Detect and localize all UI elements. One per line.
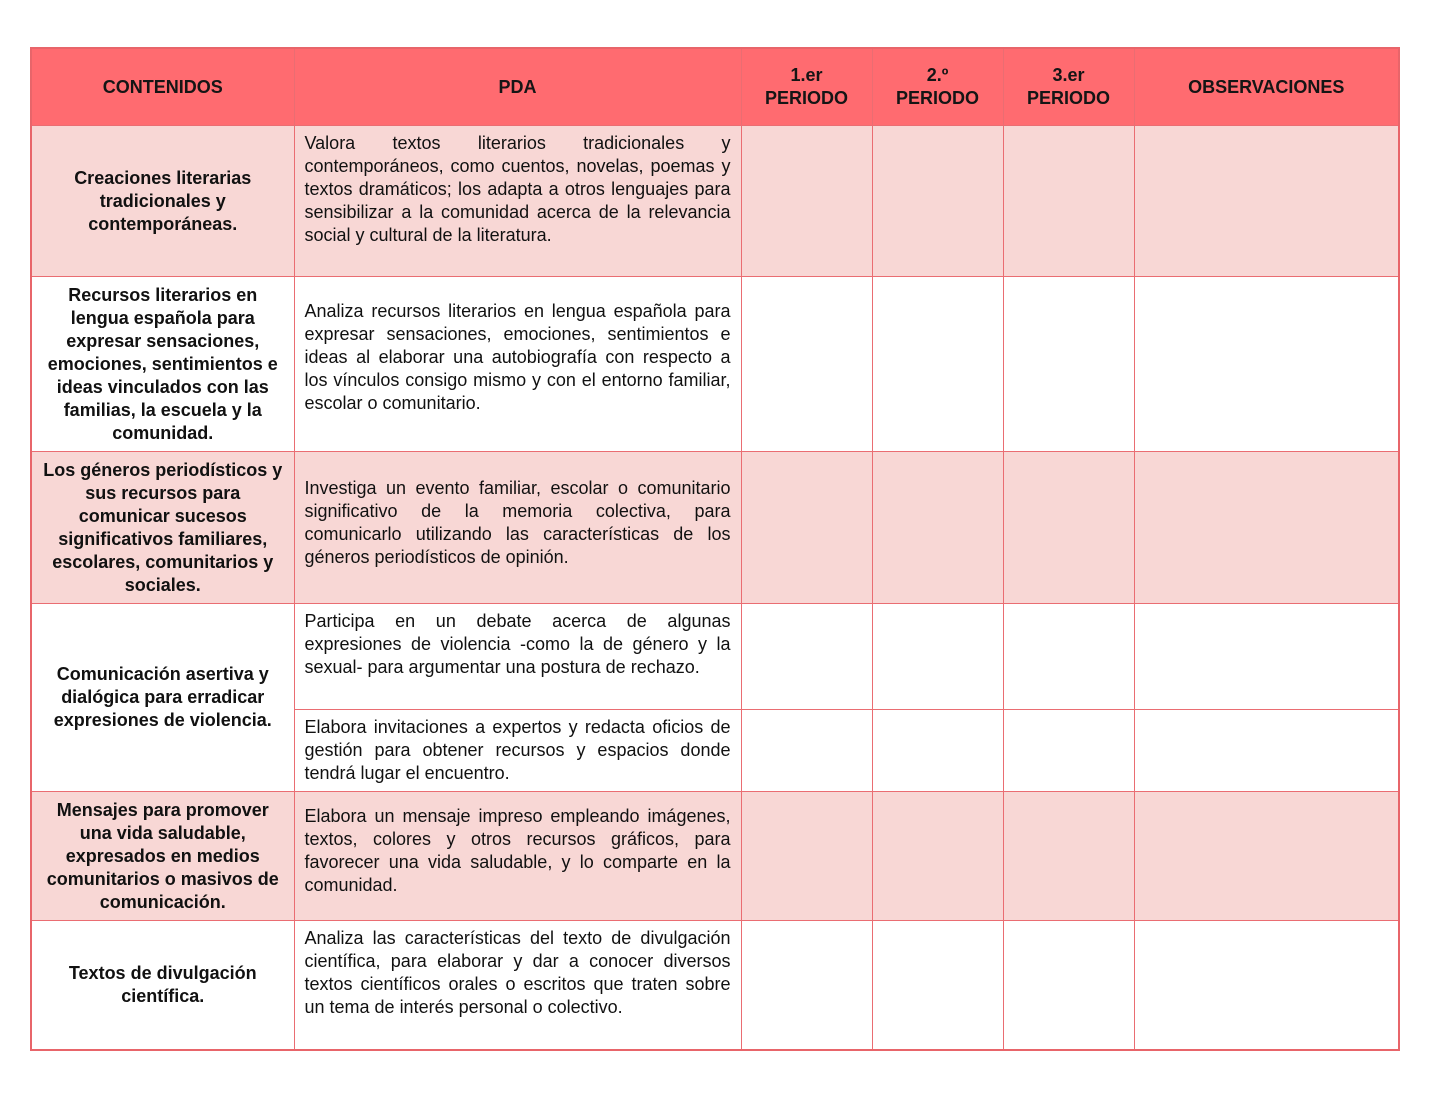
pda-cell (294, 792, 741, 921)
pda-text: Elabora invitaciones a expertos y redacta oficios de gestión para obtener recursos y espacios donde tendrá lugar el encuentro. (304, 717, 731, 783)
contenido-cell: Textos de divulgación científica. (31, 921, 294, 1050)
pda-text: Elabora un mensaje impreso empleando imágenes, textos, colores y otros recursos gráficos, para favorecer una vida saludable, y lo comparte en la comunidad. (304, 806, 731, 895)
pda-text: Participa en un debate acerca de algunas expresiones de violencia -como la de género y la sexual- para argumentar una postura de rechazo. (304, 611, 731, 677)
periodo-1-cell[interactable] (741, 452, 872, 604)
pda-text: Valora textos literarios tradicionales y contemporáneos, como cuentos, novelas, poemas y textos dramáticos; los adapta a otros lenguajes para sensibilizar a la comunidad acerca de la relevancia social y cultural de la literatura. (304, 133, 731, 245)
periodo-3-cell[interactable] (1003, 921, 1134, 1050)
periodo-2-cell[interactable] (872, 277, 1003, 452)
periodo-2-cell[interactable] (872, 126, 1003, 277)
table-row (31, 277, 1399, 452)
header-periodo-2 (872, 48, 1003, 126)
header-periodo-1 (741, 48, 872, 126)
contenido-cell: Recursos literarios en lengua española para expresar sensaciones, emociones, sentimientos e ideas vinculados con las familias, la escuela y la comunidad. (31, 277, 294, 452)
periodo-1-cell[interactable] (741, 792, 872, 921)
periodo-2-cell[interactable] (872, 452, 1003, 604)
observaciones-cell[interactable] (1134, 921, 1399, 1050)
periodo-1-cell[interactable] (741, 604, 872, 710)
header-periodo-2-label: PERIODO (895, 88, 979, 108)
observaciones-cell[interactable] (1134, 710, 1399, 792)
observaciones-cell[interactable] (1134, 452, 1399, 604)
observaciones-cell[interactable] (1134, 277, 1399, 452)
periodo-3-cell[interactable] (1003, 126, 1134, 277)
periodo-3-cell[interactable] (1003, 710, 1134, 792)
periodo-2-cell[interactable] (872, 792, 1003, 921)
pda-cell (294, 921, 741, 1050)
periodo-3-cell[interactable] (1003, 792, 1134, 921)
header-row (31, 48, 1399, 126)
pda-text: Analiza recursos literarios en lengua española para expresar sensaciones, emociones, sentimientos e ideas al elaborar una autobiografía con respecto a los vínculos consigo mismo y con el entorno familiar, escolar o comunitario. (304, 300, 731, 413)
observaciones-cell[interactable] (1134, 604, 1399, 710)
periodo-3-cell[interactable] (1003, 604, 1134, 710)
observaciones-cell[interactable] (1134, 792, 1399, 921)
periodo-2-cell[interactable] (872, 604, 1003, 710)
contenido-cell: Mensajes para promover una vida saludable, expresados en medios comunitarios o masivos de comunicación. (31, 792, 294, 921)
pda-text: Investiga un evento familiar, escolar o comunitario significativo de la memoria colectiva, para comunicarlo utilizando las características de los géneros periodísticos de opinión. (304, 477, 731, 567)
periodo-3-cell[interactable] (1003, 277, 1134, 452)
periodo-1-cell[interactable] (741, 126, 872, 277)
pda-cell (294, 452, 741, 604)
header-periodo-2-number: 2.º (926, 65, 949, 85)
contenido-cell: Creaciones literarias tradicionales y contemporáneas. (31, 126, 294, 277)
table-row (31, 452, 1399, 604)
header-pda: PDA (294, 48, 741, 126)
table-row (31, 792, 1399, 921)
observaciones-cell[interactable] (1134, 126, 1399, 277)
header-contenidos: CONTENIDOS (31, 48, 294, 126)
table-row (31, 604, 1399, 710)
header-observaciones: OBSERVACIONES (1134, 48, 1399, 126)
pda-text: Analiza las características del texto de divulgación científica, para elaborar y dar a conocer diversos textos científicos orales o escritos que traten sobre un tema de interés personal o colectivo. (304, 928, 731, 1017)
header-periodo-3-label: PERIODO (1026, 88, 1110, 108)
contenido-cell: Los géneros periodísticos y sus recursos para comunicar sucesos significativos familiares, escolares, comunitarios y sociales. (31, 452, 294, 604)
pda-cell (294, 710, 741, 792)
evaluation-table (30, 47, 1400, 1051)
periodo-1-cell[interactable] (741, 710, 872, 792)
pda-cell (294, 126, 741, 277)
header-periodo-1-label: PERIODO (764, 88, 848, 108)
pda-cell (294, 604, 741, 710)
header-periodo-3-number: 3.er (1052, 65, 1085, 85)
header-periodo-3 (1003, 48, 1134, 126)
periodo-3-cell[interactable] (1003, 452, 1134, 604)
periodo-1-cell[interactable] (741, 921, 872, 1050)
table-row (31, 921, 1399, 1050)
periodo-2-cell[interactable] (872, 710, 1003, 792)
header-periodo-1-number: 1.er (790, 65, 823, 85)
pda-cell (294, 277, 741, 452)
contenido-cell: Comunicación asertiva y dialógica para erradicar expresiones de violencia. (31, 604, 294, 792)
table-row (31, 126, 1399, 277)
periodo-1-cell[interactable] (741, 277, 872, 452)
periodo-2-cell[interactable] (872, 921, 1003, 1050)
